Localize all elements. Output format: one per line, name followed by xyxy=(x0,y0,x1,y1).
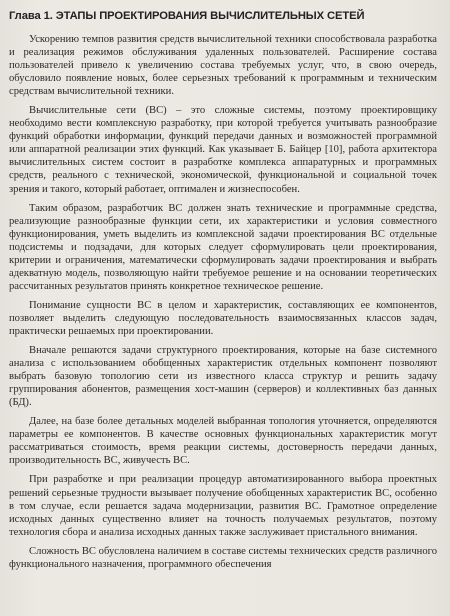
chapter-title: Глава 1. ЭТАПЫ ПРОЕКТИРОВАНИЯ ВЫЧИСЛИТЕЛЬНЫХ СЕТЕЙ xyxy=(9,10,365,22)
paragraph-7: При разработке и при реализации процедур автоматизированного выбора проектных решений серьезные трудности вызывает получение обобщенных характеристик ВС, особенно в том случае, если решается задача модернизации, развития ВС. Грамотное определение исходных данных существенно влияет на точность получаемых результатов, поэтому технология сбора и анализа исходных данных также заслуживает пристального внимания. xyxy=(9,474,437,538)
paragraph-3: Таким образом, разработчик ВС должен знать технические и программные средства, реализующие разнообразные функции сети, их характеристики и условия совместного функционирования, уметь выделить из комплексной задачи проектирования ВС отдельные подсистемы и подзадачи, для которых следует сформулировать цели проектирования, критерии и ограничения, математически сформулировать задачи проектирования и выбрать адекватную модель, позволяющую найти требуемое решение и на основании теоретических рассчитанных результатов принять конкретное техническое решение. xyxy=(9,202,437,292)
paragraph-6: Далее, на базе более детальных моделей выбранная топология уточняется, определяются параметры ее компонентов. В качестве основных функциональных характеристик могут рассматриваться стоимость, время реакции системы, достоверность передачи данных, производительность ВС, живучесть ВС. xyxy=(9,416,437,467)
paragraph-4: Понимание сущности ВС в целом и характеристик, составляющих ее компонентов, позволяет выделить следующую последовательность взаимосвязанных классов задач, практически решаемых при проектировании. xyxy=(9,299,437,337)
paragraph-5: Вначале решаются задачи структурного проектирования, которые на базе системного анализа с использованием обобщенных характеристик отдельных компонент позволяют выбрать базовую топологию сети из известного класса структур и решить задачу группирования абонентов, размещения хост-машин (серверов) и коллективных баз данных (БД). xyxy=(9,345,437,409)
paragraph-1: Ускорению темпов развития средств вычислительной техники способствовала разработка и реализация режимов обслуживания удаленных пользователей. Расширение состава пользователей привело к увеличению состава требуемых услуг, что, в свою очередь, обусловило появление новых, более серьезных требований к программным и техническим средствам вычислительной техники. xyxy=(9,34,437,98)
paragraph-2: Вычислительные сети (ВС) – это сложные системы, поэтому проектировщику необходимо вести комплексную разработку, при которой требуется учитывать разнообразие функций обработки информации, функций передачи данных и возможностей программной или аппаратной реализации этих функций. Как указывает Б. Байцер [10], работа архитектора вычислительных систем состоит в разработке комплекса аппаратурных и программных средств, реального с технической, экономической, функциональной и социальной точек зрения и такого, который работает, оптимален и жизнеспособен. xyxy=(9,105,437,195)
page-content xyxy=(9,9,437,571)
paragraph-8: Сложность ВС обусловлена наличием в составе системы технических средств различного функционального назначения, программного обеспечения xyxy=(9,545,437,570)
